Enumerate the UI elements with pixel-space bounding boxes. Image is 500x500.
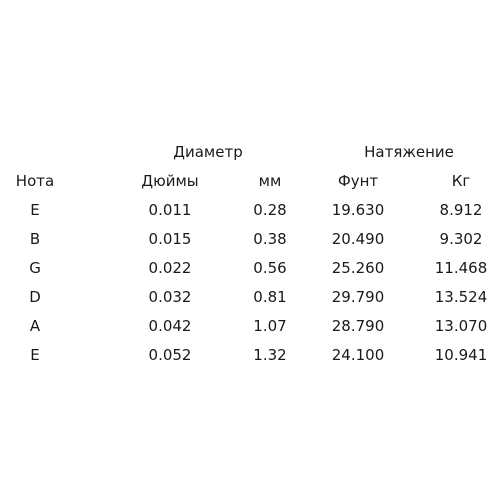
- column-header-inches: Дюймы: [141, 172, 199, 190]
- table-cell-lbs: 28.790: [331, 317, 385, 335]
- table-cell-lbs: 19.630: [331, 201, 385, 219]
- table-cell-note: G: [29, 259, 41, 277]
- table-cell-mm: 0.38: [253, 230, 287, 248]
- table-cell-kg: 11.468: [434, 259, 488, 277]
- table-cell-inches: 0.011: [148, 201, 192, 219]
- table-cell-lbs: 29.790: [331, 288, 385, 306]
- column-header-kg: Кг: [451, 172, 471, 190]
- group-header-diameter: Диаметр: [173, 143, 243, 161]
- table-cell-inches: 0.052: [148, 346, 192, 364]
- table-cell-mm: 0.56: [253, 259, 287, 277]
- table-cell-kg: 13.524: [434, 288, 488, 306]
- table-cell-note: D: [29, 288, 41, 306]
- table-cell-note: B: [29, 230, 41, 248]
- table-cell-mm: 1.32: [253, 346, 287, 364]
- table-cell-mm: 0.81: [253, 288, 287, 306]
- table-cell-kg: 8.912: [439, 201, 483, 219]
- table-cell-note: E: [30, 346, 40, 364]
- table-cell-kg: 9.302: [439, 230, 483, 248]
- table-cell-inches: 0.042: [148, 317, 192, 335]
- table-cell-mm: 0.28: [253, 201, 287, 219]
- table-cell-note: A: [29, 317, 41, 335]
- table-cell-lbs: 25.260: [331, 259, 385, 277]
- table-cell-note: E: [30, 201, 40, 219]
- table-cell-inches: 0.032: [148, 288, 192, 306]
- group-header-tension: Натяжение: [364, 143, 454, 161]
- table-cell-inches: 0.015: [148, 230, 192, 248]
- table-cell-kg: 13.070: [434, 317, 488, 335]
- table-cell-mm: 1.07: [253, 317, 287, 335]
- column-header-mm: мм: [258, 172, 282, 190]
- table-cell-inches: 0.022: [148, 259, 192, 277]
- table-cell-kg: 10.941: [434, 346, 488, 364]
- column-header-note: Нота: [15, 172, 55, 190]
- column-header-lbs: Фунт: [337, 172, 379, 190]
- table-cell-lbs: 20.490: [331, 230, 385, 248]
- table-cell-lbs: 24.100: [331, 346, 385, 364]
